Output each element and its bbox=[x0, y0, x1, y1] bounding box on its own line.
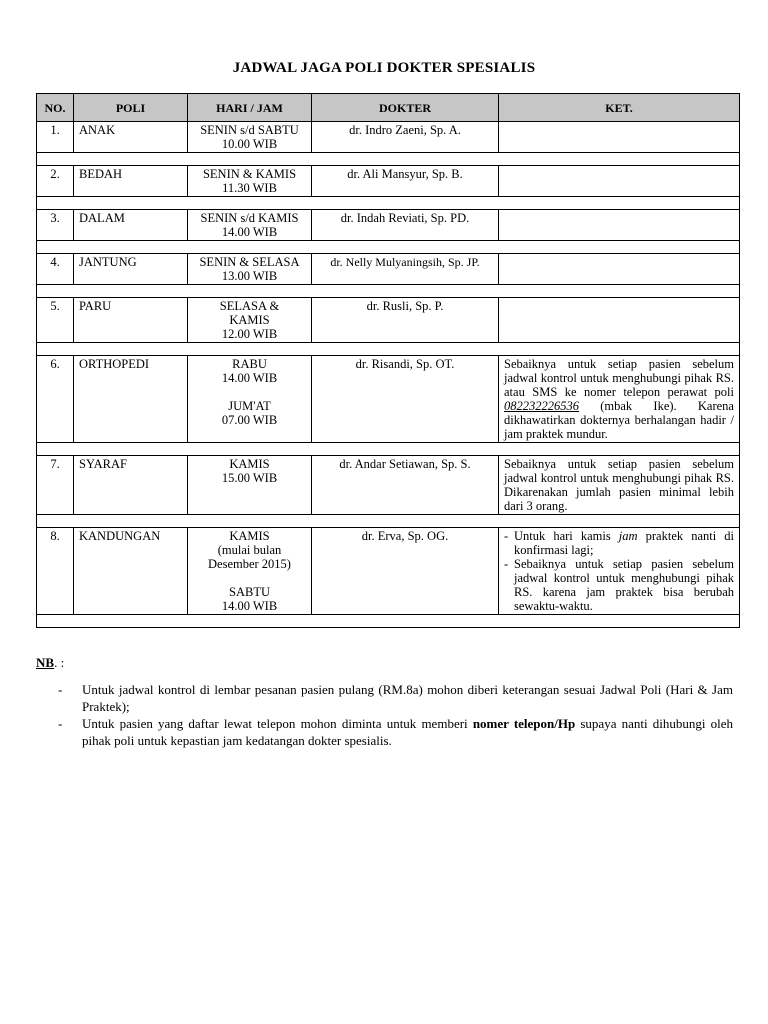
hari-line: RABU bbox=[232, 357, 267, 371]
cell-dokter: dr. Risandi, Sp. OT. bbox=[312, 356, 499, 443]
spacer-row bbox=[37, 153, 740, 166]
jam-line: 14.00 WIB bbox=[221, 599, 278, 613]
phone-number: 082232226536 bbox=[504, 399, 579, 413]
hari-line: SENIN & SELASA bbox=[199, 255, 300, 269]
cell-no: 8. bbox=[37, 528, 74, 615]
nb-heading bbox=[36, 655, 64, 671]
cell-hari-jam bbox=[188, 210, 312, 241]
cell-poli: ORTHOPEDI bbox=[74, 356, 188, 443]
cell-hari-jam bbox=[188, 254, 312, 285]
table-row bbox=[37, 210, 740, 241]
ket-note: - Untuk hari kamis jam praktek nanti di konfirmasi lagi; bbox=[504, 529, 734, 557]
table-row bbox=[37, 456, 740, 515]
hari-line: JUM'AT bbox=[228, 399, 271, 413]
cell-no: 1. bbox=[37, 122, 74, 153]
hari-line: SABTU bbox=[229, 585, 270, 599]
cell-ket bbox=[499, 122, 740, 153]
nb-item-text: supaya nanti dihubungi oleh pihak poli untuk kepastian jam kedatangan dokter spesialis. bbox=[82, 716, 733, 748]
jam-line: 11.30 WIB bbox=[222, 181, 277, 195]
header-ket: KET. bbox=[499, 94, 740, 122]
cell-poli: KANDUNGAN bbox=[74, 528, 188, 615]
table-row bbox=[37, 254, 740, 285]
hari-line: KAMIS bbox=[229, 529, 270, 543]
cell-ket bbox=[499, 166, 740, 197]
cell-hari-jam bbox=[188, 456, 312, 515]
nb-label: NB bbox=[36, 655, 55, 670]
header-poli: POLI bbox=[74, 94, 188, 122]
hari-line: SENIN s/d SABTU bbox=[200, 123, 299, 137]
cell-no: 7. bbox=[37, 456, 74, 515]
spacer-row bbox=[37, 241, 740, 254]
cell-poli: DALAM bbox=[74, 210, 188, 241]
spacer-row bbox=[37, 197, 740, 210]
cell-no: 4. bbox=[37, 254, 74, 285]
table-row bbox=[37, 528, 740, 615]
hari-line: Desember 2015) bbox=[208, 557, 291, 571]
cell-hari-jam bbox=[188, 166, 312, 197]
hari-line: (mulai bulan bbox=[217, 543, 282, 557]
cell-dokter: dr. Nelly Mulyaningsih, Sp. JP. bbox=[312, 254, 499, 285]
page-title: JADWAL JAGA POLI DOKTER SPESIALIS bbox=[232, 60, 536, 76]
hari-line: KAMIS bbox=[229, 457, 270, 471]
cell-dokter: dr. Andar Setiawan, Sp. S. bbox=[312, 456, 499, 515]
cell-dokter: dr. Indro Zaeni, Sp. A. bbox=[312, 122, 499, 153]
jam-line: 14.00 WIB bbox=[221, 371, 278, 385]
cell-hari-jam bbox=[188, 356, 312, 443]
ket-text: (mbak Ike). Karena dikhawatirkan dokternya berhalangan hadir / jam praktek mundur. bbox=[504, 399, 734, 441]
cell-ket bbox=[499, 210, 740, 241]
spacer-row bbox=[37, 343, 740, 356]
hari-line: SENIN s/d KAMIS bbox=[200, 211, 299, 225]
header-hari-jam: HARI / JAM bbox=[188, 94, 312, 122]
hari-line: SENIN & KAMIS bbox=[202, 167, 297, 181]
cell-ket: Sebaiknya untuk setiap pasien sebelum jadwal kontrol untuk menghubungi pihak RS. Dikarenakan jumlah pasien minimal lebih dari 3 orang. bbox=[499, 456, 740, 515]
jam-line: 10.00 WIB bbox=[221, 137, 278, 151]
header-no: NO. bbox=[37, 94, 74, 122]
cell-ket bbox=[499, 254, 740, 285]
cell-poli: PARU bbox=[74, 298, 188, 343]
ket-note: - Sebaiknya untuk setiap pasien sebelum jadwal kontrol untuk menghubungi pihak RS. karena jam praktek bisa berubah sewaktu-waktu. bbox=[504, 557, 734, 613]
cell-poli: SYARAF bbox=[74, 456, 188, 515]
cell-no: 3. bbox=[37, 210, 74, 241]
cell-hari-jam bbox=[188, 528, 312, 615]
cell-dokter: dr. Erva, Sp. OG. bbox=[312, 528, 499, 615]
hari-line: KAMIS bbox=[229, 313, 270, 327]
cell-hari-jam bbox=[188, 298, 312, 343]
nb-item-bold: nomer telepon/Hp bbox=[472, 716, 576, 731]
cell-hari-jam bbox=[188, 122, 312, 153]
jam-line: 14.00 WIB bbox=[221, 225, 278, 239]
cell-ket bbox=[499, 356, 740, 443]
cell-dokter: dr. Rusli, Sp. P. bbox=[312, 298, 499, 343]
table-row bbox=[37, 166, 740, 197]
table-row bbox=[37, 122, 740, 153]
jam-line: 13.00 WIB bbox=[221, 269, 278, 283]
cell-ket bbox=[499, 298, 740, 343]
jam-line: 12.00 WIB bbox=[221, 327, 278, 341]
ket-notes bbox=[504, 529, 734, 613]
schedule-table bbox=[36, 93, 740, 628]
cell-no: 5. bbox=[37, 298, 74, 343]
spacer-row bbox=[37, 443, 740, 456]
ket-text: Sebaiknya untuk setiap pasien sebelum jadwal kontrol untuk menghubungi pihak RS. atau SMS ke nomer telepon perawat poli bbox=[504, 357, 734, 399]
spacer-row bbox=[37, 285, 740, 298]
nb-list bbox=[58, 681, 733, 749]
nb-dash: - bbox=[58, 682, 63, 697]
table-row bbox=[37, 356, 740, 443]
nb-item-text: Untuk pasien yang daftar lewat telepon mohon diminta untuk memberi bbox=[82, 716, 473, 731]
jam-line: 15.00 WIB bbox=[221, 471, 278, 485]
cell-poli: JANTUNG bbox=[74, 254, 188, 285]
cell-dokter: dr. Indah Reviati, Sp. PD. bbox=[312, 210, 499, 241]
nb-suffix: . : bbox=[54, 655, 65, 670]
nb-dash: - bbox=[58, 716, 63, 731]
header-dokter: DOKTER bbox=[312, 94, 499, 122]
nb-item-text: Untuk jadwal kontrol di lembar pesanan pasien pulang (RM.8a) mohon diberi keterangan sesuai Jadwal Poli (Hari & Jam Praktek); bbox=[82, 682, 733, 714]
cell-no: 6. bbox=[37, 356, 74, 443]
spacer-row bbox=[37, 515, 740, 528]
cell-no: 2. bbox=[37, 166, 74, 197]
nb-item bbox=[58, 715, 733, 749]
table-row bbox=[37, 298, 740, 343]
table-header-row bbox=[37, 94, 740, 122]
hari-line: SELASA & bbox=[219, 299, 280, 313]
jam-line: 07.00 WIB bbox=[221, 413, 278, 427]
nb-item bbox=[58, 681, 733, 715]
cell-dokter: dr. Ali Mansyur, Sp. B. bbox=[312, 166, 499, 197]
spacer-row bbox=[37, 615, 740, 628]
cell-poli: BEDAH bbox=[74, 166, 188, 197]
cell-ket bbox=[499, 528, 740, 615]
cell-poli: ANAK bbox=[74, 122, 188, 153]
